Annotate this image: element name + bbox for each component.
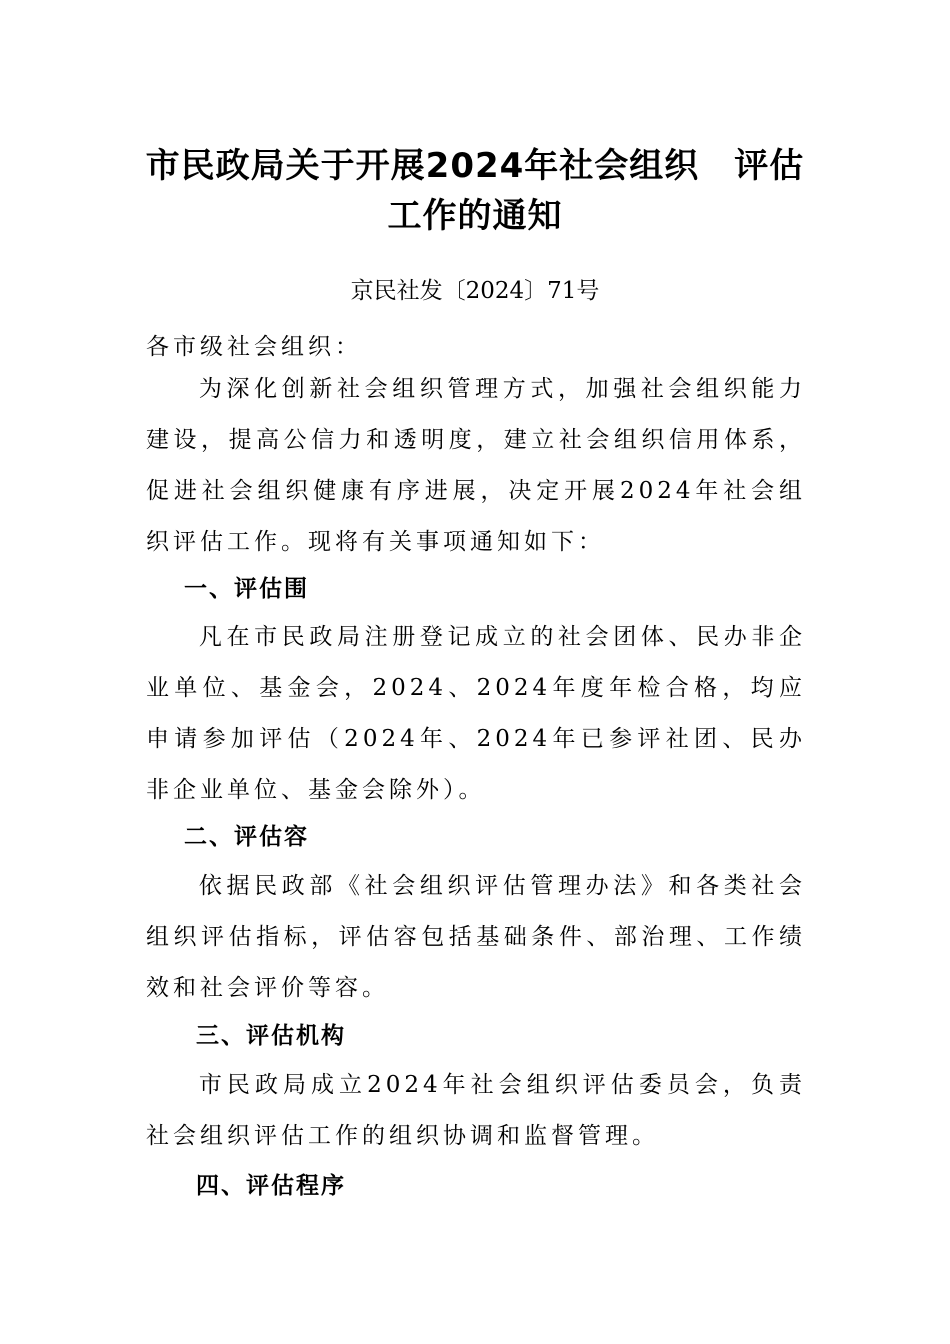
- section-paragraph-content: 依据民政部《社会组织评估管理办法》和各类社会组织评估指标，评估容包括基础条件、部治理、工作绩效和社会评价等容。: [146, 873, 806, 1001]
- document-title-line-2: 工作的通知: [387, 196, 563, 236]
- section-heading-agency: 三、评估机构: [196, 1023, 346, 1049]
- section-heading-procedure: 四、评估程序: [196, 1173, 346, 1199]
- section-paragraph-agency: 市民政局成立2024年社会组织评估委员会，负责社会组织评估工作的组织协调和监督管理。: [146, 1072, 806, 1149]
- document-title-line-1: 市民政局关于开展2024年社会组织 评估: [145, 146, 805, 186]
- section-heading-content: 二、评估容: [184, 824, 309, 850]
- section-paragraph-scope: 凡在市民政局注册登记成立的社会团体、民办非企业单位、基金会，2024、2024年度年检合格，均应申请参加评估（2024年、2024年已参评社团、民办非企业单位、基金会除外）。: [146, 624, 806, 803]
- intro-paragraph: 为深化创新社会组织管理方式，加强社会组织能力建设，提高公信力和透明度，建立社会组织信用体系，促进社会组织健康有序进展，决定开展2024年社会组织评估工作。现将有关事项通知如下：: [146, 376, 806, 555]
- section-heading-scope: 一、评估围: [184, 576, 309, 602]
- salutation: 各市级社会组织：: [146, 334, 362, 360]
- document-number: 京民社发〔2024〕71号: [350, 278, 600, 304]
